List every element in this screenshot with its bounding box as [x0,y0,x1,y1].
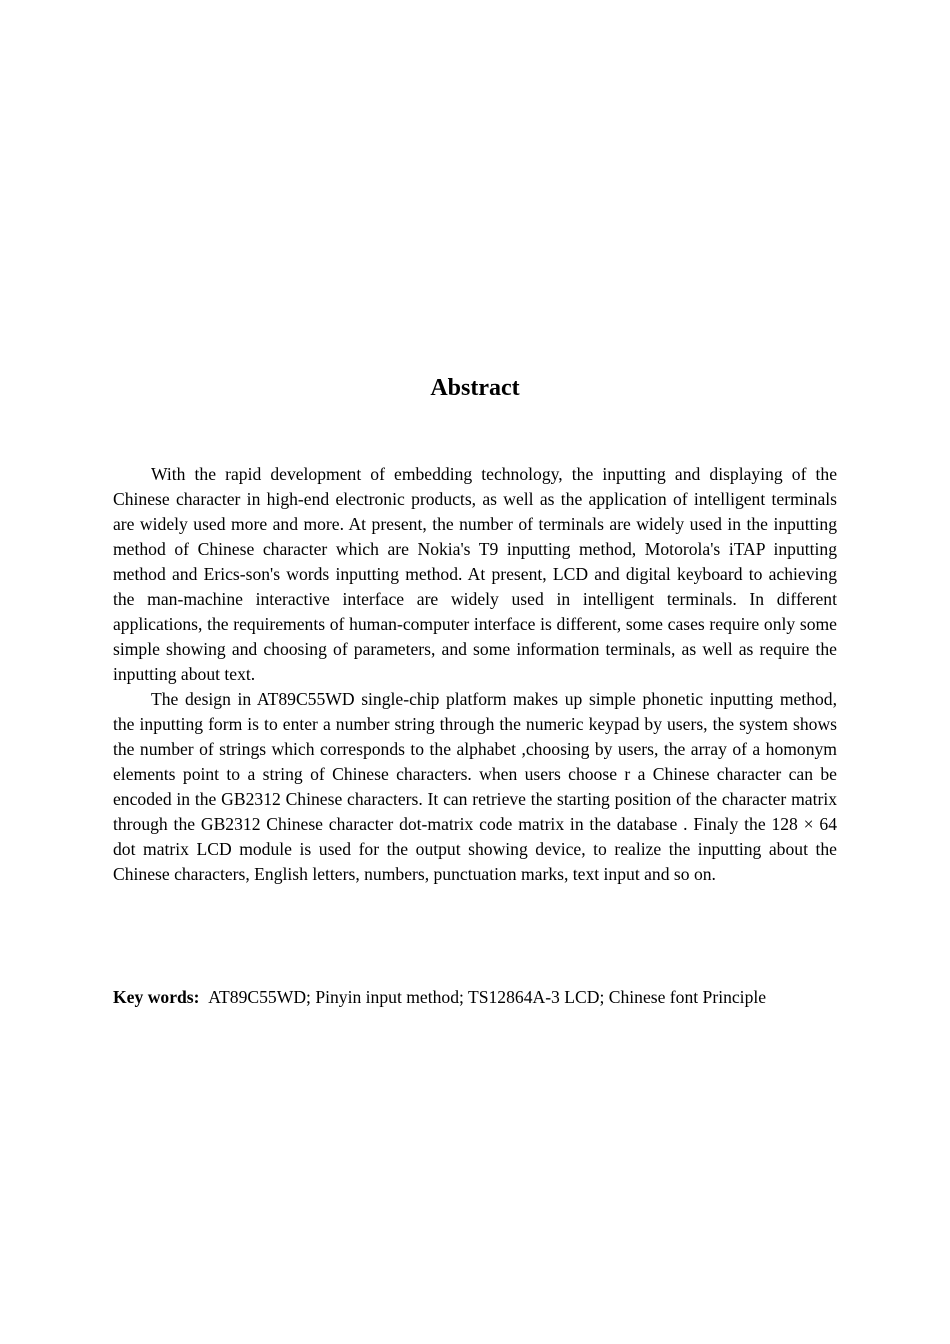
abstract-body [113,462,837,887]
abstract-paragraph-2: The design in AT89C55WD single-chip platform makes up simple phonetic inputting method, the inputting form is to enter a number string through the numeric keypad by users, the system shows the number of strings which corresponds to the alphabet ,choosing by users, the array of a homonym elements point to a string of Chinese characters. when users choose r a Chinese character can be encoded in the GB2312 Chinese characters. It can retrieve the starting position of the character matrix through the GB2312 Chinese character dot-matrix code matrix in the database . Finaly the 128 × 64 dot matrix LCD module is used for the output showing device, to realize the inputting about the Chinese characters, English letters, numbers, punctuation marks, text input and so on. [113,689,837,884]
keywords-text: AT89C55WD; Pinyin input method; TS12864A-3 LCD; Chinese font Principle [208,987,767,1007]
keywords-label: Key words: [113,987,200,1007]
abstract-title: Abstract [430,375,520,401]
keywords-line [113,985,873,1010]
abstract-paragraph-1: With the rapid development of embedding technology, the inputting and displaying of the Chinese character in high-end electronic products, as well as the application of intelligent terminals are widely used more and more. At present, the number of terminals are widely used in the inputting method of Chinese character which are Nokia's T9 inputting method, Motorola's iTAP inputting method and Erics-son's words inputting method. At present, LCD and digital keyboard to achieving the man-machine interactive interface are widely used in intelligent terminals. In different applications, the requirements of human-computer interface is different, some cases require only some simple showing and choosing of parameters, and some information terminals, as well as require the inputting about text. [113,464,837,684]
